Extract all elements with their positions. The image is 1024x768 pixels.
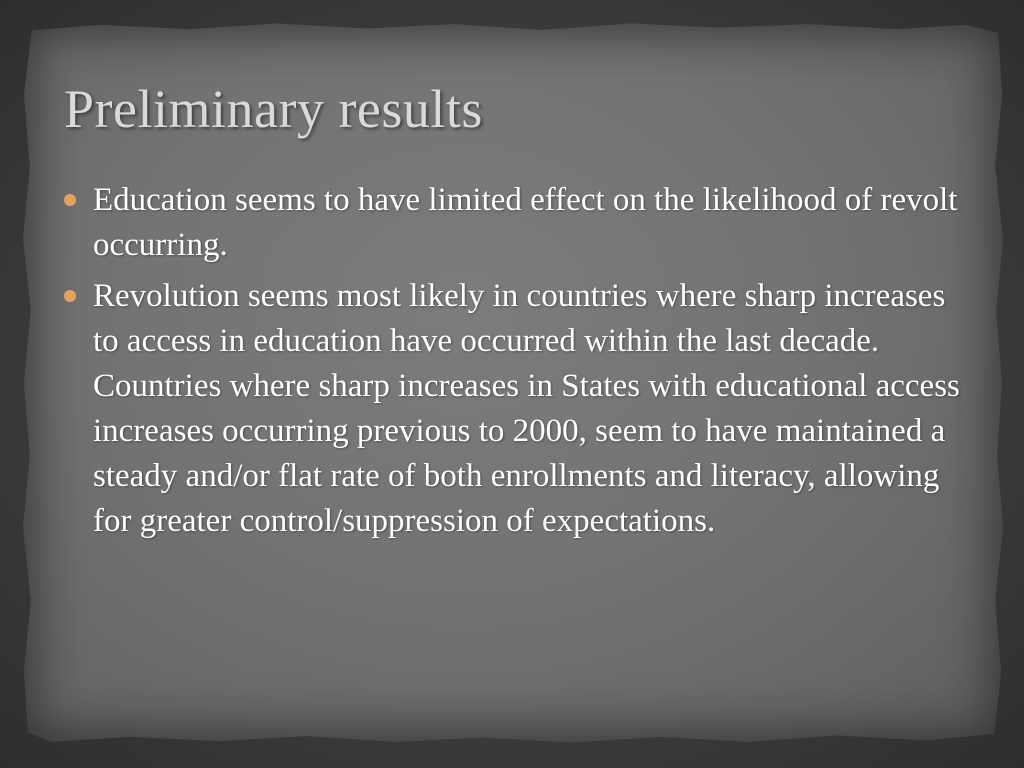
bullet-item xyxy=(62,274,962,544)
bullet-list xyxy=(62,178,962,550)
bullet-text: Education seems to have limited effect on the likelihood of revolt occurring. xyxy=(93,182,958,263)
bullet-dot-icon xyxy=(64,290,76,302)
bullet-dot-icon xyxy=(64,194,76,206)
bullet-text: Revolution seems most likely in countries where sharp increases to access in education have occurred within the last decade. Countries where sharp increases in States with educational access increases occurring previous to 2000, seem to have maintained a steady and/or flat rate of both enrollments and literacy, allowing for greater control/suppression of expectations. xyxy=(93,278,960,539)
bullet-item xyxy=(62,178,962,268)
slide-title: Preliminary results xyxy=(64,79,483,139)
